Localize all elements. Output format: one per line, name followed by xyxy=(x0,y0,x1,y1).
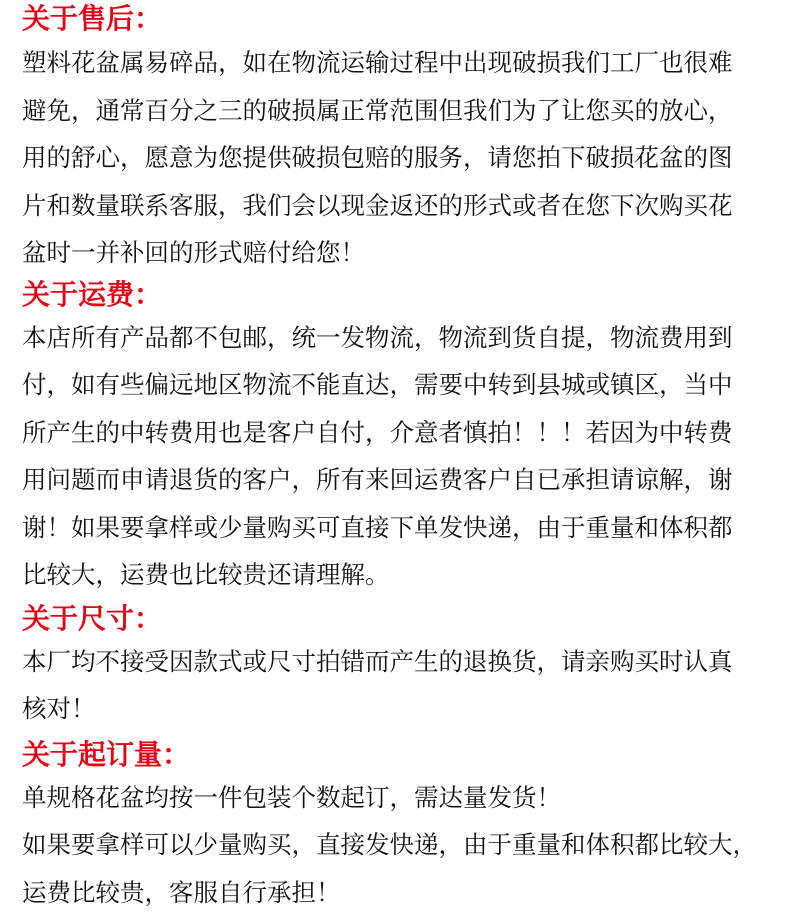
body-line: 本店所有产品都不包邮，统一发物流，物流到货自提，物流费用到 xyxy=(22,314,782,362)
section-body-after-sales xyxy=(22,39,782,277)
body-line: 如果要拿样可以少量购买，直接发快递，由于重量和体积都比较大， xyxy=(22,821,782,869)
body-line: 用的舒心，愿意为您提供破损包赔的服务，请您拍下破损花盆的图 xyxy=(22,134,782,182)
body-line: 付，如有些偏远地区物流不能直达，需要中转到县城或镇区，当中 xyxy=(22,361,782,409)
body-line: 比较大，运费也比较贵还请理解。 xyxy=(22,551,782,599)
body-line: 所产生的中转费用也是客户自付，介意者慎拍！！！若因为中转费 xyxy=(22,409,782,457)
section-title-shipping: 关于运费： xyxy=(22,278,782,312)
section-body-minimum-order xyxy=(22,774,782,916)
body-line: 谢！如果要拿样或少量购买可直接下单发快递，由于重量和体积都 xyxy=(22,504,782,552)
section-body-size xyxy=(22,638,782,733)
body-line: 本厂均不接受因款式或尺寸拍错而产生的退换货，请亲购买时认真 xyxy=(22,638,782,686)
body-line: 盆时一并补回的形式赔付给您！ xyxy=(22,229,782,277)
body-line: 片和数量联系客服，我们会以现金返还的形式或者在您下次购买花 xyxy=(22,182,782,230)
body-line: 核对！ xyxy=(22,685,782,733)
body-line: 用问题而申请退货的客户，所有来回运费客户自已承担请谅解，谢 xyxy=(22,456,782,504)
section-title-minimum-order: 关于起订量： xyxy=(22,738,782,772)
body-line: 运费比较贵，客服自行承担！ xyxy=(22,869,782,916)
section-title-size: 关于尺寸： xyxy=(22,602,782,636)
body-line: 避免，通常百分之三的破损属正常范围但我们为了让您买的放心， xyxy=(22,87,782,135)
section-body-shipping xyxy=(22,314,782,599)
body-line: 塑料花盆属易碎品，如在物流运输过程中出现破损我们工厂也很难 xyxy=(22,39,782,87)
body-line: 单规格花盆均按一件包装个数起订，需达量发货！ xyxy=(22,774,782,822)
section-title-after-sales: 关于售后： xyxy=(22,0,782,36)
